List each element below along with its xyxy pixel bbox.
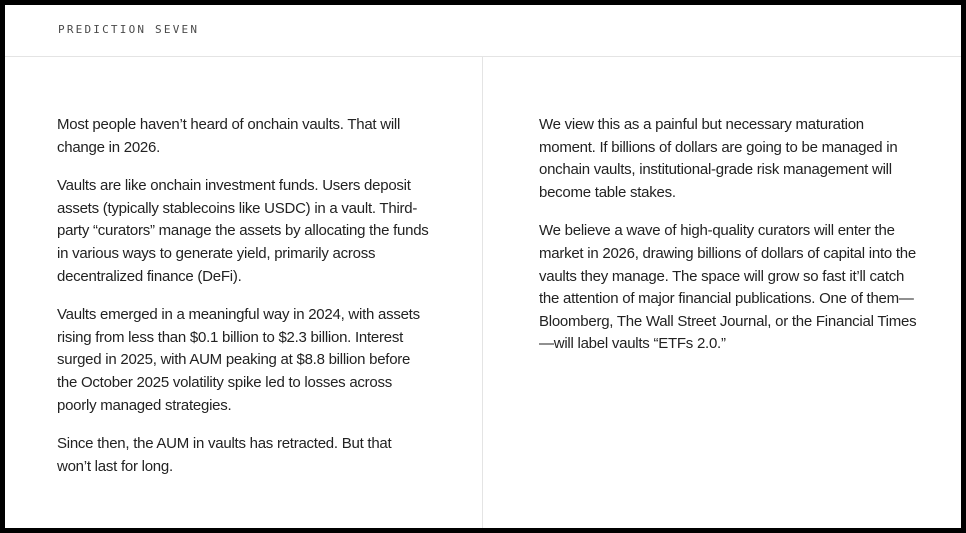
paragraph: Vaults are like onchain investment funds. Users deposit assets (typically stablecoins like USDC) in a vault. Third-party “curators” manage the assets by allocating the funds in various ways to generate yield, primarily across decentralized finance (DeFi).	[57, 177, 429, 285]
section-label: PREDICTION SEVEN	[58, 23, 200, 36]
paragraph: Vaults emerged in a meaningful way in 2024, with assets rising from less than $0.1 billion to $2.3 billion. Interest surged in 2025, with AUM peaking at $8.8 billion before the October 2025 volatility spike led to losses across poorly managed strategies.	[57, 306, 420, 414]
paragraph: Most people haven’t heard of onchain vaults. That will change in 2026.	[57, 116, 401, 156]
paragraph: Since then, the AUM in vaults has retracted. But that won’t last for long.	[57, 435, 392, 475]
article-card	[5, 5, 961, 528]
right-column	[539, 114, 917, 372]
column-divider	[482, 57, 483, 528]
paragraph: We view this as a painful but necessary maturation moment. If billions of dollars are going to be managed in onchain vaults, institutional-grade risk management will become table stakes.	[539, 116, 898, 201]
section-header	[5, 5, 961, 57]
left-column	[57, 114, 429, 494]
paragraph: We believe a wave of high-quality curators will enter the market in 2026, drawing billions of dollars of capital into the vaults they manage. The space will grow so fast it’ll catch the attention of major financial publications. One of them—Bloomberg, The Wall Street Journal, or the Financial Times—will label vaults “ETFs 2.0.”	[539, 222, 917, 353]
